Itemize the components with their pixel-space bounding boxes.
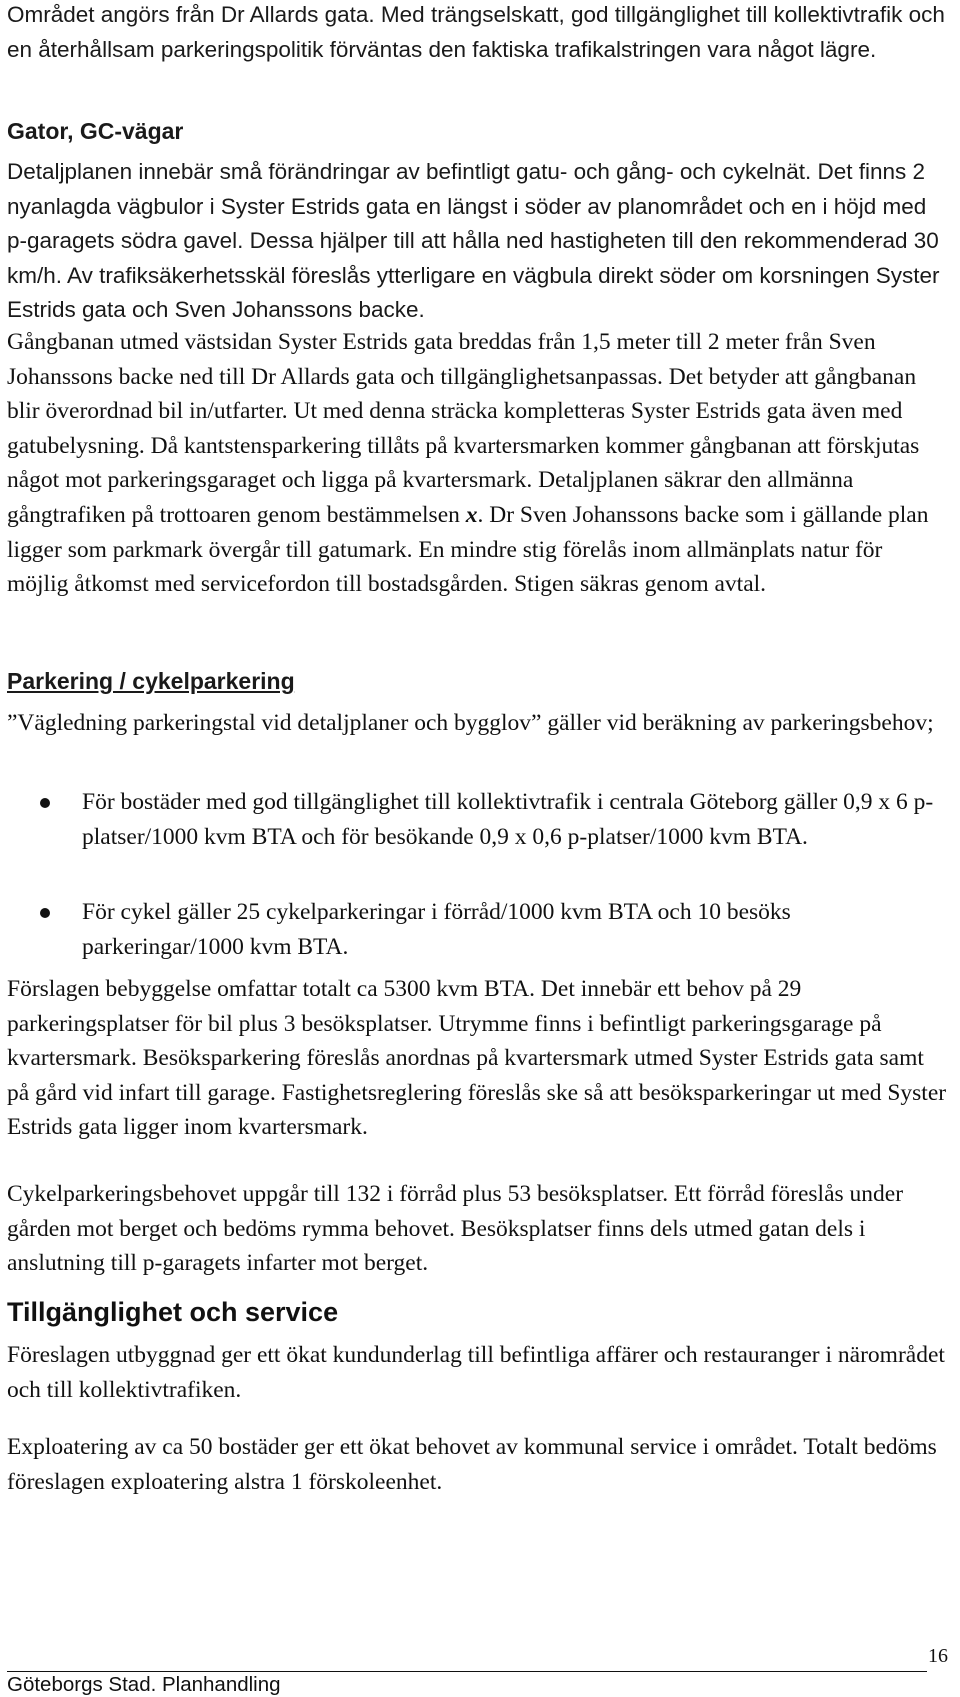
section-heading-tillganglighet: Tillgänglighet och service — [7, 1297, 339, 1327]
footer-divider — [7, 1671, 927, 1672]
section-heading-gator: Gator, GC-vägar — [7, 118, 184, 144]
section-heading-parkering: Parkering / cykelparkering — [7, 668, 295, 694]
tillganglighet-paragraph-1: Föreslagen utbyggnad ger ett ökat kundunderlag till befintliga affärer och restauranger i närområdet och till kollektivtrafiken. — [7, 1342, 945, 1403]
parkering-intro: ”Vägledning parkeringstal vid detaljplaner och bygglov” gäller vid beräkning av parkeringsbehov; — [7, 710, 934, 736]
gator-paragraph-serif — [7, 325, 947, 602]
parkering-paragraph-1: Förslagen bebyggelse omfattar totalt ca 5300 kvm BTA. Det innebär ett behov på 29 parkeringsplatser för bil plus 3 besöksplatser. Utrymme finns i befintligt parkeringsgarage på kvartersmark. Besöksparkering föreslås anordnas på kvartersmark utmed Syster Estrids gata samt på gård vid infart till garage. Fastighetsreglering föreslås ske så att besöksparkeringar ut med Syster Estrids gata ligger inom kvartersmark. — [7, 976, 947, 1141]
bullet-dot-icon — [40, 798, 50, 808]
bestammelse-x-symbol: x — [465, 501, 478, 528]
gator-paragraph-serif-part-2: . Dr Sven Johanssons backe som i gällande plan ligger som parkmark övergår till gatumark. En mindre stig förelås inom allmänplats natur för möjlig åtkomst med servicefordon till bostadsgården. Stigen säkras genom avtal. — [7, 501, 929, 598]
gator-paragraph-serif-part-1: Gångbanan utmed västsidan Syster Estrids gata breddas från 1,5 meter till 2 meter från Sven Johanssons backe ned till Dr Allards gata och tillgänglighetsanpassas. Det betyder att gångbanan blir överordnad bil in/utfarter. Ut med denna sträcka kompletteras Syster Estrids gata även med gatubelysning. Då kantstensparkering tillåts på kvartersmarken kommer gångbanan att förskjutas något mot parkeringsgaraget och ligga på kvartersmark. Detaljplanen säkrar den allmänna gångtrafiken på trottoaren genom bestämmelsen — [7, 329, 920, 528]
parkering-paragraph-2: Cykelparkeringsbehovet uppgår till 132 i förråd plus 53 besöksplatser. Ett förråd föreslås under gården mot berget och bedöms rymma behovet. Besöksplatser finns dels utmed gatan dels i anslutning till p-garagets infarter mot berget. — [7, 1181, 904, 1277]
bullet-text-2: För cykel gäller 25 cykelparkeringar i förråd/1000 kvm BTA och 10 besöks parkeringar/1000 kvm BTA. — [82, 899, 791, 960]
page-number: 16 — [928, 1645, 948, 1667]
gator-paragraph: Detaljplanen innebär små förändringar av befintligt gatu- och gång- och cykelnät. Det finns 2 nyanlagda vägbulor i Syster Estrids gata en längst i söder av planområdet och en i höjd med p-garagets södra gavel. Dessa hjälper till att hålla ned hastigheten till den rekommenderad 30 km/h. Av trafiksäkerhetsskäl föreslås ytterligare en vägbula direkt söder om korsningen Syster Estrids gata och Sven Johanssons backe. — [7, 159, 940, 322]
bullet-text-1: För bostäder med god tillgänglighet till kollektivtrafik i centrala Göteborg gäller 0,9 x 6 p-platser/1000 kvm BTA och för besökande 0,9 x 0,6 p-platser/1000 kvm BTA. — [82, 789, 934, 850]
intro-paragraph: Området angörs från Dr Allards gata. Med trängselskatt, god tillgänglighet till kollektivtrafik och en återhållsam parkeringspolitik förväntas den faktiska trafikalstringen vara något lägre. — [7, 2, 945, 62]
tillganglighet-paragraph-2: Exploatering av ca 50 bostäder ger ett ökat behovet av kommunal service i området. Totalt bedöms föreslagen exploatering alstra 1 förskoleenhet. — [7, 1434, 937, 1495]
footer-organization: Göteborgs Stad. Planhandling — [7, 1673, 281, 1696]
bullet-dot-icon — [40, 908, 50, 918]
